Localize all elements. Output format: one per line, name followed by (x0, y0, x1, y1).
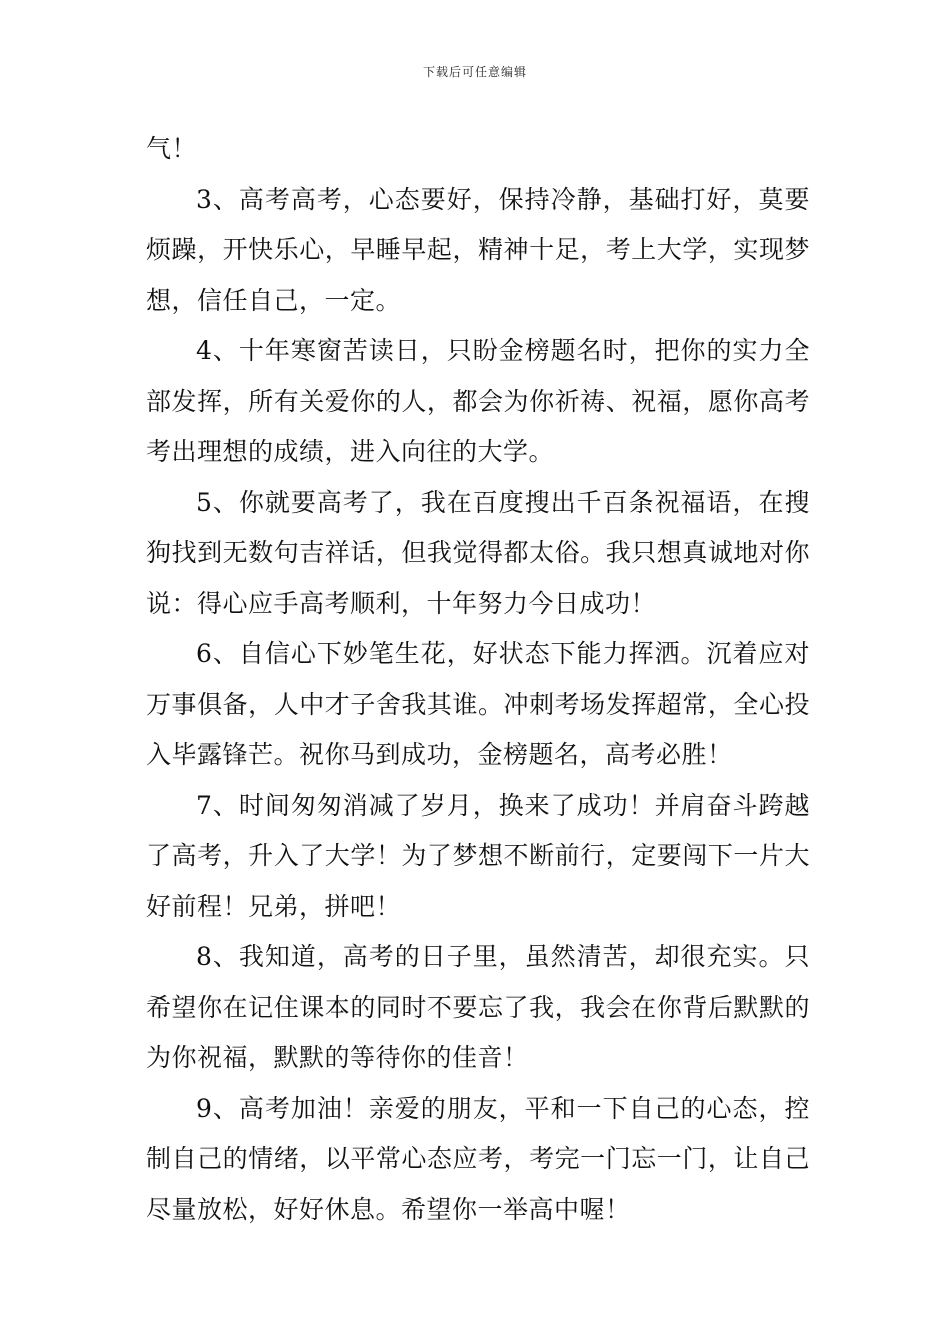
paragraph-item-8: 8、我知道，高考的日子里，虽然清苦，却很充实。只希望你在记住课本的同时不要忘了我，我会在你背后默默的为你祝福，默默的等待你的佳音！ (146, 942, 810, 1072)
paragraph-item-9: 9、高考加油！亲爱的朋友，平和一下自己的心态，控制自己的情绪，以平常心态应考，考完一门忘一门，让自己尽量放松，好好休息。希望你一举高中喔！ (146, 1093, 810, 1224)
document-body (146, 124, 810, 1235)
paragraph-item-5: 5、你就要高考了，我在百度搜出千百条祝福语，在搜狗找到无数句吉祥话，但我觉得都太俗。我只想真诚地对你说：得心应手高考顺利，十年努力今日成功！ (146, 487, 810, 618)
paragraph-continuation: 气！ (146, 134, 198, 163)
paragraph-item-4: 4、十年寒窗苦读日，只盼金榜题名时，把你的实力全部发挥，所有关爱你的人，都会为你祈祷、祝福，愿你高考考出理想的成绩，进入向往的大学。 (146, 336, 810, 466)
paragraph-item-7: 7、时间匆匆消减了岁月，换来了成功！并肩奋斗跨越了高考，升入了大学！为了梦想不断前行，定要闯下一片大好前程！兄弟，拼吧！ (146, 790, 810, 921)
paragraph-item-6: 6、自信心下妙笔生花，好状态下能力挥洒。沉着应对万事俱备，人中才子舍我其谁。冲刺考场发挥超常，全心投入毕露锋芒。祝你马到成功，金榜题名，高考必胜！ (146, 639, 810, 769)
page-header: 下载后可任意编辑 (422, 65, 527, 79)
paragraph-item-3: 3、高考高考，心态要好，保持冷静，基础打好，莫要烦躁，开快乐心，早睡早起，精神十足，考上大学，实现梦想，信任自己，一定。 (146, 184, 810, 315)
